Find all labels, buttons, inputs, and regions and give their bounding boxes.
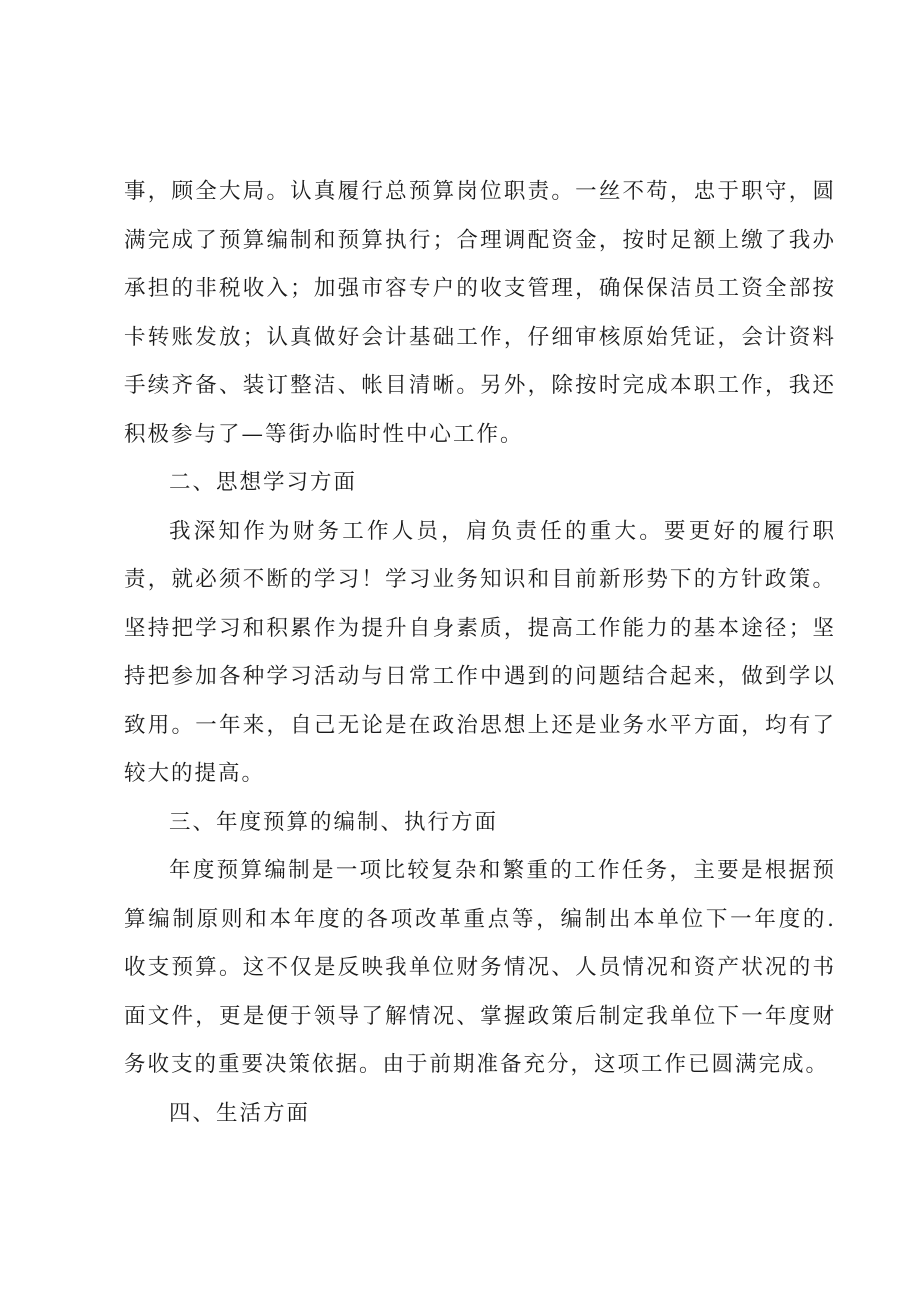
body-paragraph-1: 事，顾全大局。认真履行总预算岗位职责。一丝不苟，忠于职守，圆满完成了预算编制和预算执行；合理调配资金，按时足额上缴了我办承担的非税收入；加强市容专户的收支管理，确保保洁员工资全部按卡转账发放；认真做好会计基础工作，仔细审核原始凭证，会计资料手续齐备、装订整洁、帐目清晰。另外，除按时完成本职工作，我还积极参与了—等街办临时性中心工作。 [124,179,836,447]
section-heading-4: 四、生活方面 [169,1100,311,1126]
section-heading-3: 三、年度预算的编制、执行方面 [169,809,499,835]
section-heading-2: 二、思想学习方面 [169,470,358,495]
body-paragraph-3: 年度预算编制是一项比较复杂和繁重的工作任务，主要是根据预算编制原则和本年度的各项改革重点等，编制出本单位下一年度的.收支预算。这不仅是反映我单位财务情况、人员情况和资产状况的书面文件，更是便于领导了解情况、掌握政策后制定我单位下一年度财务收支的重要决策依据。由于前期准备充分，这项工作已圆满完成。 [124,858,836,1077]
body-paragraph-2: 我深知作为财务工作人员，肩负责任的重大。要更好的履行职责，就必须不断的学习！学习业务知识和目前新形势下的方针政策。坚持把学习和积累作为提升自身素质，提高工作能力的基本途径；坚持把参加各种学习活动与日常工作中遇到的问题结合起来，做到学以致用。一年来，自己无论是在政治思想上还是业务水平方面，均有了较大的提高。 [124,518,836,786]
